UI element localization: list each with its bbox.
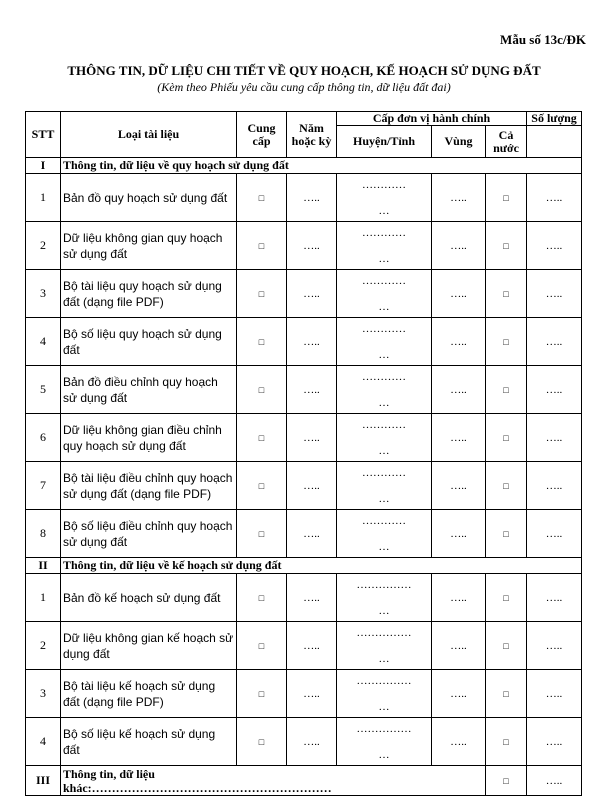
nation-cell <box>486 510 527 558</box>
nation-cell <box>486 366 527 414</box>
region-cell <box>432 574 486 622</box>
document-name: Bộ số liệu kế hoạch sử dụng đất <box>61 718 237 766</box>
region-cell <box>432 222 486 270</box>
district-cell <box>337 270 432 318</box>
document-name: Dữ liệu không gian kế hoạch sử dụng đất <box>61 622 237 670</box>
plan-year-blank[interactable]: ….. <box>303 480 320 492</box>
provide-cell <box>237 510 287 558</box>
quantity-cell <box>527 718 582 766</box>
provide-checkbox[interactable]: □ <box>258 289 265 299</box>
district-blank[interactable]: ………… <box>362 514 406 527</box>
provide-checkbox[interactable]: □ <box>258 529 265 539</box>
plan-year-cell <box>287 366 337 414</box>
table-row <box>26 174 582 222</box>
district-cell <box>337 718 432 766</box>
nation-cell <box>486 174 527 222</box>
district-cell <box>337 510 432 558</box>
district-blank-tail: … <box>378 700 390 713</box>
quantity-cell <box>527 318 582 366</box>
plan-year-cell <box>287 174 337 222</box>
other-nation-cell <box>486 766 527 796</box>
district-blank-tail: … <box>378 348 390 361</box>
plan-year-cell <box>287 414 337 462</box>
section-title: Thông tin, dữ liệu về quy hoạch sử dụng đất <box>61 158 582 174</box>
header-district: Huyện/Tỉnh <box>337 126 432 158</box>
nation-checkbox[interactable]: □ <box>503 593 509 603</box>
district-blank[interactable]: …………… <box>356 626 412 639</box>
region-cell <box>432 462 486 510</box>
district-cell <box>337 574 432 622</box>
quantity-cell <box>527 462 582 510</box>
quantity-blank[interactable]: ….. <box>545 592 563 604</box>
other-info-line-2[interactable]: khác:…………………………………………………… <box>63 780 332 795</box>
provide-checkbox[interactable]: □ <box>258 337 265 347</box>
provide-checkbox[interactable]: □ <box>258 481 265 491</box>
nation-cell <box>486 222 527 270</box>
quantity-cell <box>527 222 582 270</box>
row-number: 4 <box>26 318 61 366</box>
section-title: Thông tin, dữ liệu về kế hoạch sử dụng đất <box>61 558 582 574</box>
provide-cell <box>237 270 287 318</box>
plan-year-cell <box>287 510 337 558</box>
document-name: Bộ số liệu quy hoạch sử dụng đất <box>61 318 237 366</box>
plan-year-cell <box>287 670 337 718</box>
district-blank-tail: … <box>378 652 390 665</box>
table-row <box>26 622 582 670</box>
form-title: THÔNG TIN, DỮ LIỆU CHI TIẾT VỀ QUY HOẠCH, KẾ HOẠCH SỬ DỤNG ĐẤT <box>67 63 541 78</box>
provide-cell <box>237 366 287 414</box>
district-cell <box>337 366 432 414</box>
provide-cell <box>237 622 287 670</box>
district-blank[interactable]: ………… <box>362 370 406 383</box>
provide-cell <box>237 462 287 510</box>
row-number: 7 <box>26 462 61 510</box>
quantity-cell <box>527 270 582 318</box>
region-blank[interactable]: ….. <box>450 592 467 604</box>
nation-checkbox[interactable]: □ <box>503 337 509 347</box>
district-cell <box>337 622 432 670</box>
section-number: III <box>26 766 61 796</box>
provide-cell <box>237 222 287 270</box>
other-info-line-1: Thông tin, dữ liệu <box>63 766 155 781</box>
plan-year-blank[interactable]: ….. <box>303 432 320 444</box>
plan-year-cell <box>287 574 337 622</box>
nation-checkbox[interactable]: □ <box>503 289 509 299</box>
region-blank[interactable]: ….. <box>450 240 467 252</box>
provide-checkbox[interactable]: □ <box>258 641 265 651</box>
region-blank[interactable]: ….. <box>450 432 467 444</box>
row-number: 3 <box>26 670 61 718</box>
provide-checkbox[interactable]: □ <box>258 433 265 443</box>
district-cell <box>337 318 432 366</box>
provide-cell <box>237 718 287 766</box>
district-blank-tail: … <box>378 300 390 313</box>
header-provide: Cung cấp <box>237 112 287 158</box>
quantity-cell <box>527 510 582 558</box>
header-admin-level: Cấp đơn vị hành chính <box>337 112 527 126</box>
region-blank[interactable]: ….. <box>450 288 467 300</box>
quantity-cell <box>527 670 582 718</box>
district-blank[interactable]: …………… <box>356 674 412 687</box>
document-name: Dữ liệu không gian điều chỉnh quy hoạch sử dụng đất <box>61 414 237 462</box>
provide-cell <box>237 670 287 718</box>
plan-year-blank[interactable]: ….. <box>303 336 320 348</box>
region-cell <box>432 510 486 558</box>
table-row <box>26 462 582 510</box>
nation-checkbox[interactable]: □ <box>503 529 509 539</box>
district-blank-tail: … <box>378 252 390 265</box>
table-body <box>26 112 582 796</box>
quantity-cell <box>527 366 582 414</box>
nation-checkbox[interactable]: □ <box>503 737 509 747</box>
nation-cell <box>486 462 527 510</box>
section-header-row <box>26 158 582 174</box>
table-row <box>26 414 582 462</box>
quantity-blank[interactable]: ….. <box>545 736 563 748</box>
provide-cell <box>237 318 287 366</box>
district-cell <box>337 414 432 462</box>
quantity-cell <box>527 174 582 222</box>
quantity-cell <box>527 414 582 462</box>
table-row <box>26 318 582 366</box>
region-blank[interactable]: ….. <box>450 384 467 396</box>
other-info-label <box>61 766 486 796</box>
provide-cell <box>237 414 287 462</box>
header-quantity: Số lượng <box>527 112 582 126</box>
district-blank-tail: … <box>378 748 390 761</box>
region-blank[interactable]: ….. <box>450 528 467 540</box>
table-row <box>26 270 582 318</box>
document-name: Bộ tài liệu kế hoạch sử dụng đất (dạng file PDF) <box>61 670 237 718</box>
district-blank[interactable]: …………… <box>356 578 412 591</box>
region-cell <box>432 670 486 718</box>
form-code: Mẫu số 13c/ĐK <box>500 32 586 47</box>
plan-year-cell <box>287 222 337 270</box>
quantity-blank[interactable]: ….. <box>545 480 563 492</box>
region-cell <box>432 174 486 222</box>
header-doc-type: Loại tài liệu <box>61 112 237 158</box>
region-cell <box>432 414 486 462</box>
district-blank-tail: … <box>378 492 390 505</box>
header-row-1 <box>26 112 582 126</box>
plan-year-cell <box>287 718 337 766</box>
document-name: Bản đồ quy hoạch sử dụng đất <box>61 174 237 222</box>
nation-cell <box>486 622 527 670</box>
quantity-blank[interactable]: ….. <box>545 688 563 700</box>
document-name: Bộ tài liệu quy hoạch sử dụng đất (dạng file PDF) <box>61 270 237 318</box>
quantity-blank[interactable]: ….. <box>545 240 563 252</box>
district-blank[interactable]: …………… <box>356 722 412 735</box>
quantity-blank[interactable]: ….. <box>545 432 563 444</box>
district-cell <box>337 462 432 510</box>
provide-checkbox[interactable]: □ <box>258 737 265 747</box>
header-quantity-blank <box>527 126 582 158</box>
nation-checkbox[interactable]: □ <box>503 385 509 395</box>
nation-checkbox[interactable]: □ <box>503 241 509 251</box>
document-name: Dữ liệu không gian quy hoạch sử dụng đất <box>61 222 237 270</box>
section-number: I <box>26 158 61 174</box>
region-cell <box>432 318 486 366</box>
plan-year-blank[interactable]: ….. <box>303 192 320 204</box>
row-number: 1 <box>26 174 61 222</box>
provide-checkbox[interactable]: □ <box>258 193 265 203</box>
provide-cell <box>237 574 287 622</box>
region-cell <box>432 718 486 766</box>
table-row <box>26 510 582 558</box>
district-cell <box>337 174 432 222</box>
district-blank-tail: … <box>378 396 390 409</box>
region-blank[interactable]: ….. <box>450 192 467 204</box>
district-blank-tail: … <box>378 540 390 553</box>
plan-year-cell <box>287 622 337 670</box>
row-number: 5 <box>26 366 61 414</box>
provide-cell <box>237 174 287 222</box>
document-name: Bản đồ kế hoạch sử dụng đất <box>61 574 237 622</box>
plan-year-blank[interactable]: ….. <box>303 640 320 652</box>
plan-year-cell <box>287 270 337 318</box>
region-blank[interactable]: ….. <box>450 336 467 348</box>
header-plan-year: Năm hoặc kỳ <box>287 112 337 158</box>
row-number: 3 <box>26 270 61 318</box>
provide-checkbox[interactable]: □ <box>258 385 265 395</box>
district-blank[interactable]: ………… <box>362 418 406 431</box>
district-blank-tail: … <box>378 604 390 617</box>
quantity-blank[interactable]: ….. <box>545 384 563 396</box>
plan-year-blank[interactable]: ….. <box>303 240 320 252</box>
district-blank[interactable]: ………… <box>362 178 406 191</box>
district-cell <box>337 222 432 270</box>
quantity-blank[interactable]: ….. <box>545 192 563 204</box>
plan-year-blank[interactable]: ….. <box>303 592 320 604</box>
table-row <box>26 574 582 622</box>
table-row <box>26 718 582 766</box>
provide-checkbox[interactable]: □ <box>258 593 265 603</box>
district-cell <box>337 670 432 718</box>
nation-checkbox[interactable]: □ <box>503 481 509 491</box>
region-blank[interactable]: ….. <box>450 688 467 700</box>
region-cell <box>432 270 486 318</box>
region-blank[interactable]: ….. <box>450 736 467 748</box>
district-blank[interactable]: ………… <box>362 466 406 479</box>
document-name: Bộ số liệu điều chỉnh quy hoạch sử dụng đất <box>61 510 237 558</box>
form-subtitle: (Kèm theo Phiếu yêu cầu cung cấp thông tin, dữ liệu đất đai) <box>157 80 451 94</box>
district-blank-tail: … <box>378 444 390 457</box>
plan-year-cell <box>287 462 337 510</box>
nation-checkbox[interactable]: □ <box>503 193 509 203</box>
quantity-cell <box>527 574 582 622</box>
nation-checkbox[interactable]: □ <box>503 641 509 651</box>
district-blank[interactable]: ………… <box>362 226 406 239</box>
district-blank[interactable]: ………… <box>362 322 406 335</box>
row-number: 1 <box>26 574 61 622</box>
nation-cell <box>486 318 527 366</box>
other-quantity-cell <box>527 766 582 796</box>
region-blank[interactable]: ….. <box>450 480 467 492</box>
row-number: 2 <box>26 222 61 270</box>
quantity-blank[interactable]: ….. <box>545 336 563 348</box>
plan-year-cell <box>287 318 337 366</box>
nation-checkbox[interactable]: □ <box>503 689 509 699</box>
region-blank[interactable]: ….. <box>450 640 467 652</box>
district-blank[interactable]: ………… <box>362 274 406 287</box>
district-blank-tail: … <box>378 204 390 217</box>
other-info-row <box>26 766 582 796</box>
plan-year-blank[interactable]: ….. <box>303 528 320 540</box>
quantity-blank[interactable]: ….. <box>545 640 563 652</box>
header-stt: STT <box>26 112 61 158</box>
region-cell <box>432 366 486 414</box>
nation-cell <box>486 574 527 622</box>
section-header-row <box>26 558 582 574</box>
row-number: 2 <box>26 622 61 670</box>
plan-year-blank[interactable]: ….. <box>303 736 320 748</box>
document-name: Bản đồ điều chỉnh quy hoạch sử dụng đất <box>61 366 237 414</box>
land-use-planning-table <box>25 111 582 796</box>
row-number: 8 <box>26 510 61 558</box>
section-number: II <box>26 558 61 574</box>
nation-cell <box>486 670 527 718</box>
table-row <box>26 366 582 414</box>
header-nation: Cả nước <box>486 126 527 158</box>
plan-year-blank[interactable]: ….. <box>303 688 320 700</box>
header-region: Vùng <box>432 126 486 158</box>
document-name: Bộ tài liệu điều chỉnh quy hoạch sử dụng đất (dạng file PDF) <box>61 462 237 510</box>
table-row <box>26 670 582 718</box>
nation-cell <box>486 414 527 462</box>
nation-checkbox[interactable]: □ <box>503 433 509 443</box>
quantity-blank[interactable]: ….. <box>545 288 563 300</box>
other-quantity-blank[interactable]: ….. <box>545 775 563 787</box>
plan-year-blank[interactable]: ….. <box>303 288 320 300</box>
region-cell <box>432 622 486 670</box>
row-number: 4 <box>26 718 61 766</box>
other-checkbox[interactable]: □ <box>503 776 509 786</box>
nation-cell <box>486 718 527 766</box>
row-number: 6 <box>26 414 61 462</box>
provide-checkbox[interactable]: □ <box>258 241 265 251</box>
quantity-blank[interactable]: ….. <box>545 528 563 540</box>
plan-year-blank[interactable]: ….. <box>303 384 320 396</box>
provide-checkbox[interactable]: □ <box>258 689 265 699</box>
nation-cell <box>486 270 527 318</box>
quantity-cell <box>527 622 582 670</box>
table-row <box>26 222 582 270</box>
